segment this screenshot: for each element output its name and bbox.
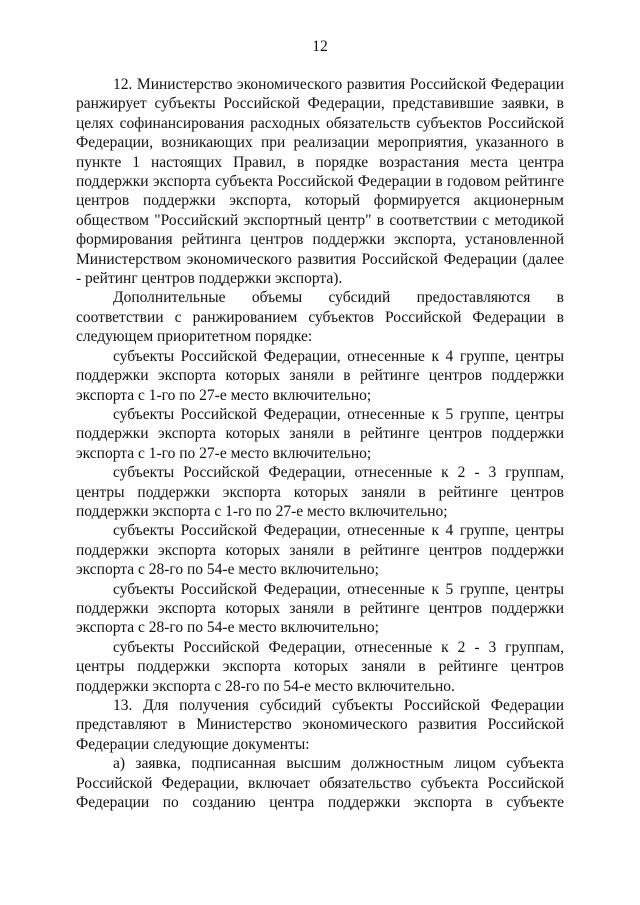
priority-item-5: субъекты Российской Федерации, отнесенные к 5 группе, центры поддержки экспорта которых заняли в рейтинге центров поддержки экспорта с 28-го по 54-е место включительно; <box>76 580 564 637</box>
priority-item-4: субъекты Российской Федерации, отнесенные к 4 группе, центры поддержки экспорта которых заняли в рейтинге центров поддержки экспорта с 28-го по 54-е место включительно; <box>76 522 564 579</box>
priority-item-2: субъекты Российской Федерации, отнесенные к 5 группе, центры поддержки экспорта которых заняли в рейтинге центров поддержки экспорта с 1-го по 27-е место включительно; <box>76 405 564 462</box>
priority-item-3: субъекты Российской Федерации, отнесенные к 2 - 3 группам, центры поддержки экспорта которых заняли в рейтинге центров поддержки экспорта с 1-го по 27-е место включительно; <box>76 464 564 520</box>
paragraph-13a-application: а) заявка, подписанная высшим должностным лицом субъекта Российской Федерации, включает обязательство субъекта Российской Федерации по созданию центра поддержки экспорта в субъекте <box>76 755 564 812</box>
page-number: 12 <box>312 38 328 55</box>
document-body <box>76 75 564 812</box>
paragraph-12-ranking: 12. Министерство экономического развития Российской Федерации ранжирует субъекты Российской Федерации, представившие заявки, в целях софинансирования расходных обязательств субъектов Российской Федерации, возникающих при реализации мероприятия, указанного в пункте 1 настоящих Правил, в порядке возрастания места центра поддержки экспорта субъекта Российской Федерации в годовом рейтинге центров поддержки экспорта, который формируется акционерным обществом "Российский экспортный центр" в соответствии с методикой формирования рейтинга центров поддержки экспорта, установленной Министерством экономического развития Российской Федерации (далее - рейтинг центров поддержки экспорта). <box>76 76 564 288</box>
priority-item-6: субъекты Российской Федерации, отнесенные к 2 - 3 группам, центры поддержки экспорта которых заняли в рейтинге центров поддержки экспорта с 28-го по 54-е место включительно. <box>76 638 564 695</box>
priority-item-1: субъекты Российской Федерации, отнесенные к 4 группе, центры поддержки экспорта которых заняли в рейтинге центров поддержки экспорта с 1-го по 27-е место включительно; <box>76 347 564 404</box>
paragraph-13-documents: 13. Для получения субсидий субъекты Российской Федерации представляют в Министерство экономического развития Российской Федерации следующие документы: <box>76 697 564 753</box>
paragraph-additional-subsidies: Дополнительные объемы субсидий предоставляются в соответствии с ранжированием субъектов Российской Федерации в следующем приоритетном порядке: <box>76 289 564 346</box>
